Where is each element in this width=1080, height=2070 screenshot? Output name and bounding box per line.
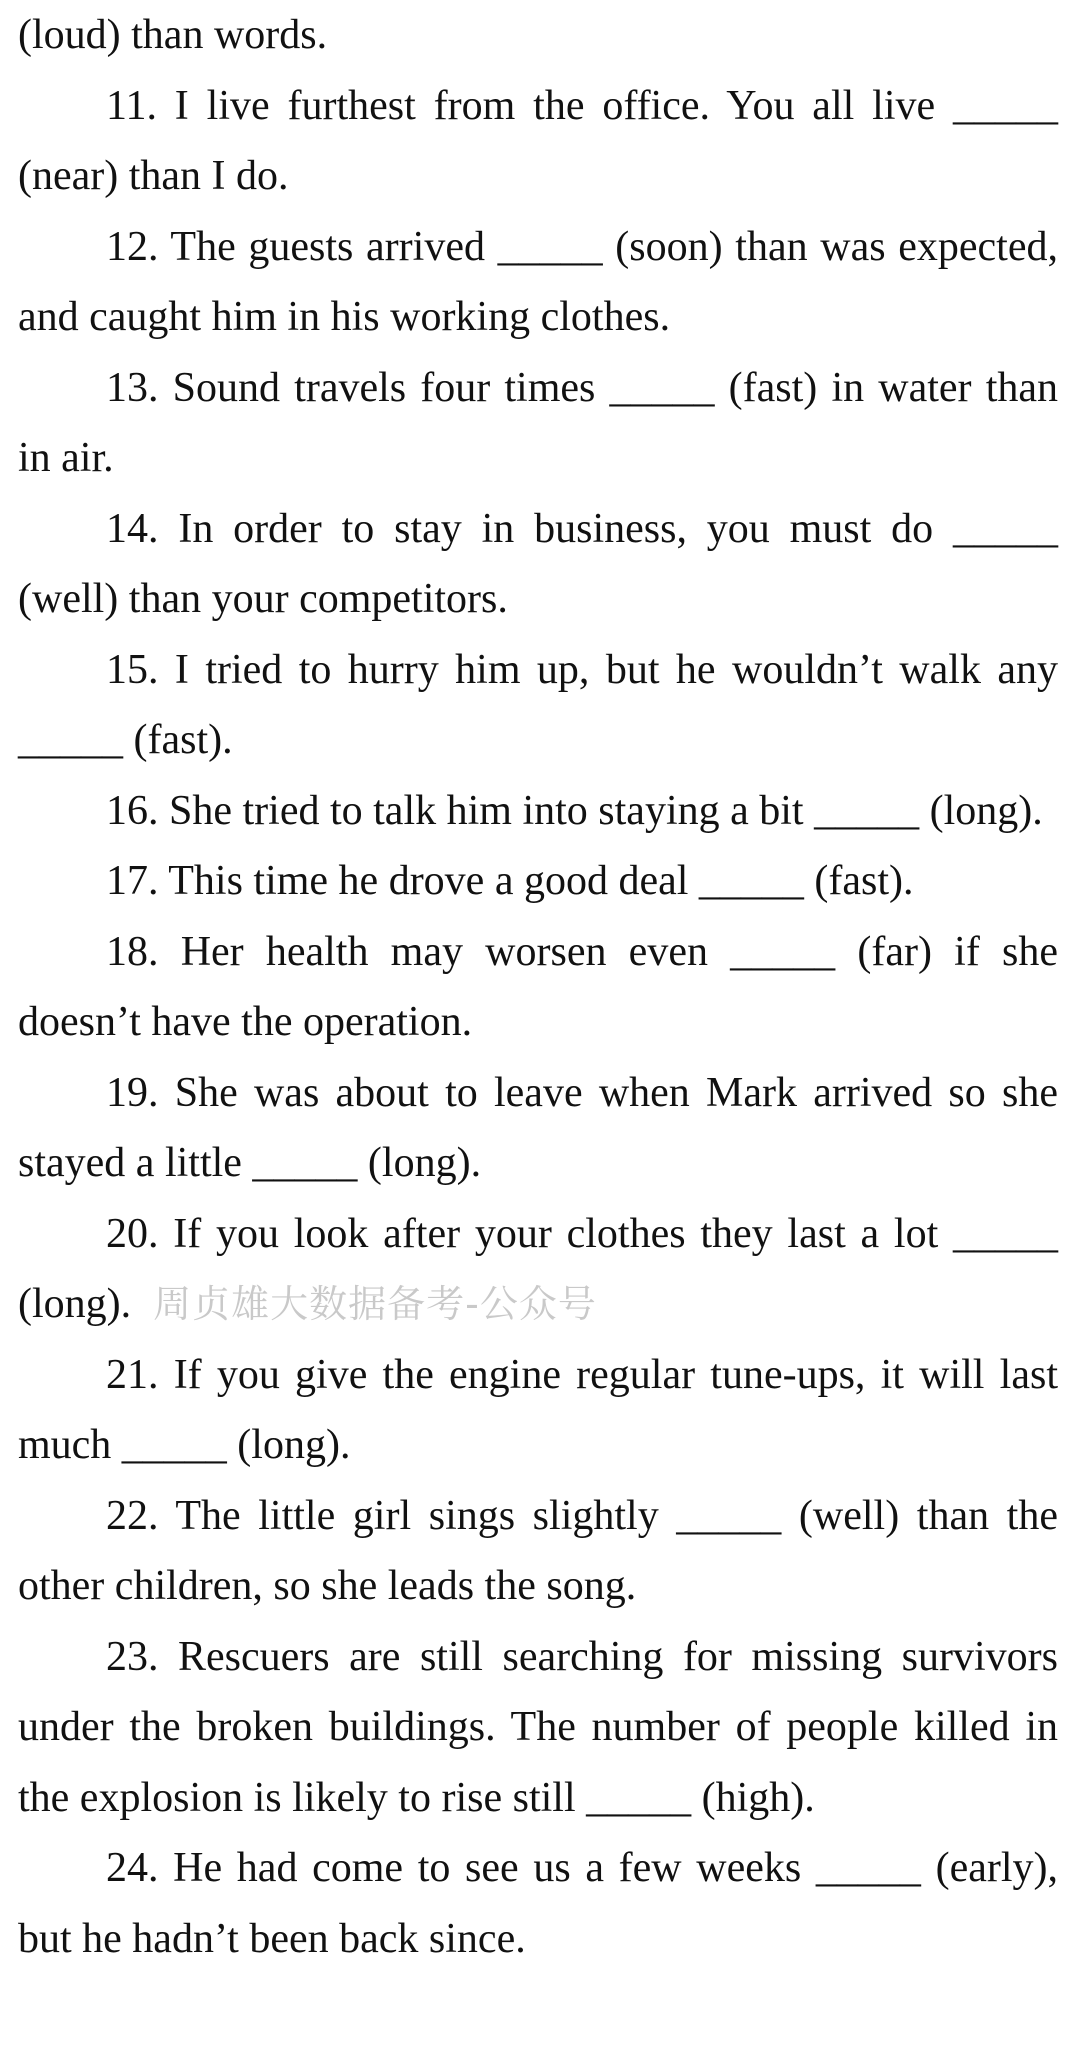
intro-line: (loud) than words. <box>18 12 328 58</box>
question-20-row <box>18 1199 1058 1340</box>
question-18: 18. Her health may worsen even _____ (far) if she doesn’t have the operation. <box>18 928 1058 1045</box>
watermark-text: 周贞雄大数据备考-公众号 <box>153 1282 597 1326</box>
question-11: 11. I live furthest from the office. You all live _____ (near) than I do. <box>18 82 1058 199</box>
question-13: 13. Sound travels four times _____ (fast) in water than in air. <box>18 364 1058 481</box>
question-14: 14. In order to stay in business, you must do _____ (well) than your competitors. <box>18 505 1058 622</box>
question-21: 21. If you give the engine regular tune-ups, it will last much _____ (long). <box>18 1351 1058 1468</box>
question-15: 15. I tried to hurry him up, but he wouldn’t walk any _____ (fast). <box>18 646 1058 763</box>
question-20: 20. If you look after your clothes they last a lot _____ (long). <box>18 1210 1058 1327</box>
question-22: 22. The little girl sings slightly _____ (well) than the other children, so she leads the song. <box>18 1492 1058 1609</box>
question-23: 23. Rescuers are still searching for missing survivors under the broken buildings. The number of people killed in the explosion is likely to rise still _____ (high). <box>18 1633 1058 1821</box>
question-12: 12. The guests arrived _____ (soon) than was expected, and caught him in his working clothes. <box>18 223 1058 340</box>
question-16: 16. She tried to talk him into staying a bit _____ (long). <box>106 787 1043 834</box>
question-19: 19. She was about to leave when Mark arrived so she stayed a little _____ (long). <box>18 1069 1058 1186</box>
question-17: 17. This time he drove a good deal _____ (fast). <box>106 858 914 904</box>
question-24: 24. He had come to see us a few weeks _____ (early), but he hadn’t been back since. <box>18 1845 1058 1962</box>
